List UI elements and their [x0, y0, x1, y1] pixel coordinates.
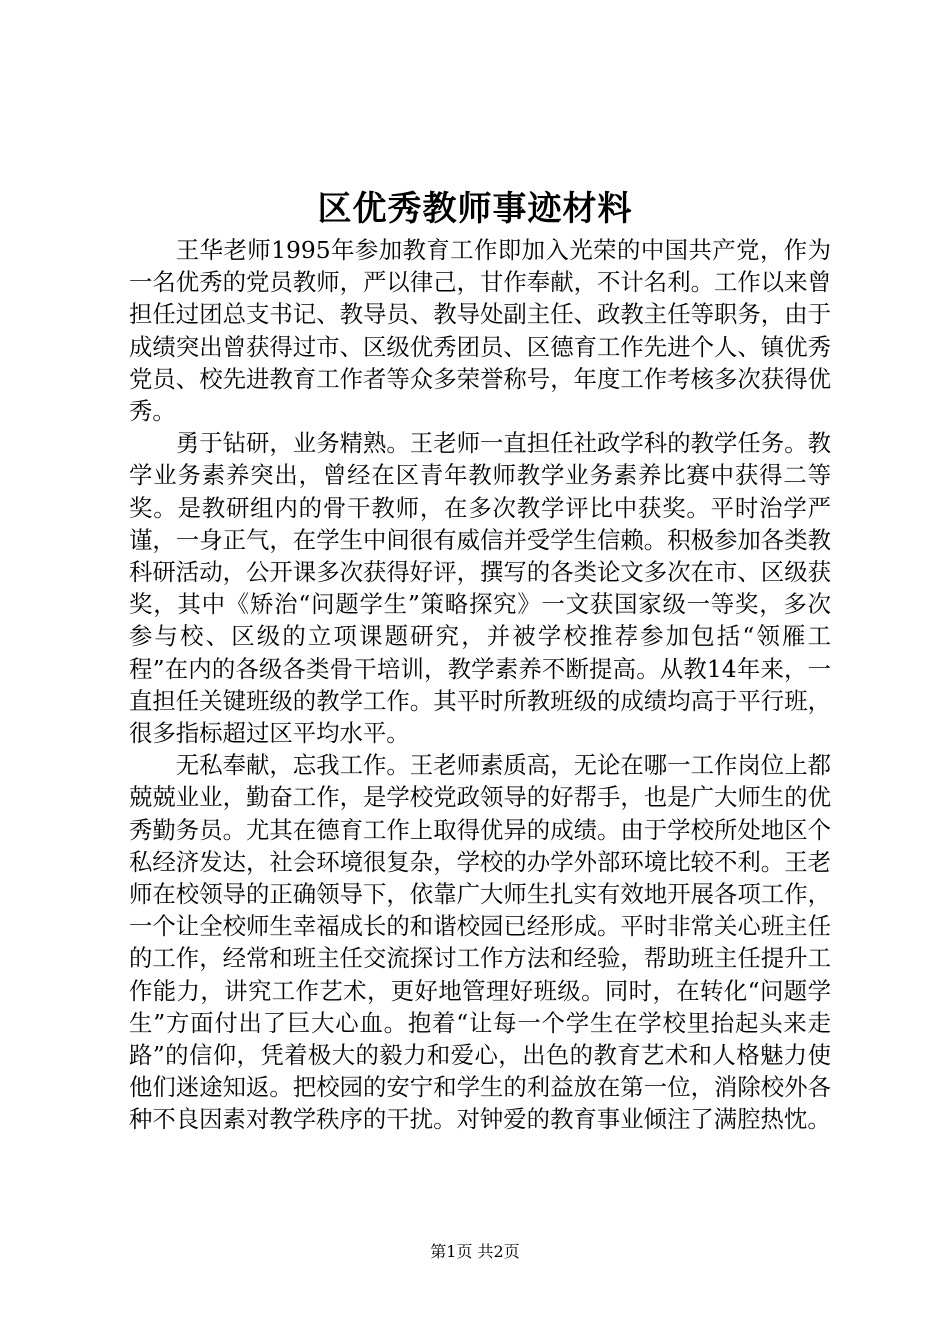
paragraph-research: 勇于钻研，业务精熟。王老师一直担任社政学科的教学任务。教学业务素养突出，曾经在区青年教师教学业务素养比赛中获得二等奖。是教研组内的骨干教师，在多次教学评比中获奖。平时治学严谨，一身正气，在学生中间很有威信并受学生信赖。积极参加各类教科研活动，公开课多次获得好评，撰写的各类论文多次在市、区级获奖，其中《矫治“问题学生”策略探究》一文获国家级一等奖，多次参与校、区级的立项课题研究，并被学校推荐参加包括“领雁工程”在内的各级各类骨干培训，教学素养不断提高。从教14年来，一直担任关键班级的教学工作。其平时所教班级的成绩均高于平行班，很多指标超过区平均水平。: [129, 429, 831, 748]
document-title: 区优秀教师事迹材料: [317, 189, 633, 229]
paragraph-intro: 王华老师1995年参加教育工作即加入光荣的中国共产党，作为一名优秀的党员教师，严以律己，甘作奉献，不计名利。工作以来曾担任过团总支书记、教导员、教导处副主任、政教主任等职务，由于成绩突出曾获得过市、区级优秀团员、区德育工作先进个人、镇优秀党员、校先进教育工作者等众多荣誉称号，年度工作考核多次获得优秀。: [129, 236, 831, 426]
paragraph-dedication: 无私奉献，忘我工作。王老师素质高，无论在哪一工作岗位上都兢兢业业，勤奋工作，是学校党政领导的好帮手，也是广大师生的优秀勤务员。尤其在德育工作上取得优异的成绩。由于学校所处地区个私经济发达，社会环境很复杂，学校的办学外部环境比较不利。王老师在校领导的正确领导下，依靠广大师生扎实有效地开展各项工作，一个让全校师生幸福成长的和谐校园已经形成。平时非常关心班主任的工作，经常和班主任交流探讨工作方法和经验，帮助班主任提升工作能力，讲究工作艺术，更好地管理好班级。同时，在转化“问题学生”方面付出了巨大心血。抱着“让每一个学生在学校里抬起头来走路”的信仰，凭着极大的毅力和爱心，出色的教育艺术和人格魅力使他们迷途知返。把校园的安宁和学生的利益放在第一位，消除校外各种不良因素对教学秩序的干扰。对钟爱的教育事业倾注了满腔热忱。: [129, 751, 831, 1134]
page-footer: 第1页 共2页: [430, 1242, 520, 1261]
document-body: [129, 234, 831, 1136]
